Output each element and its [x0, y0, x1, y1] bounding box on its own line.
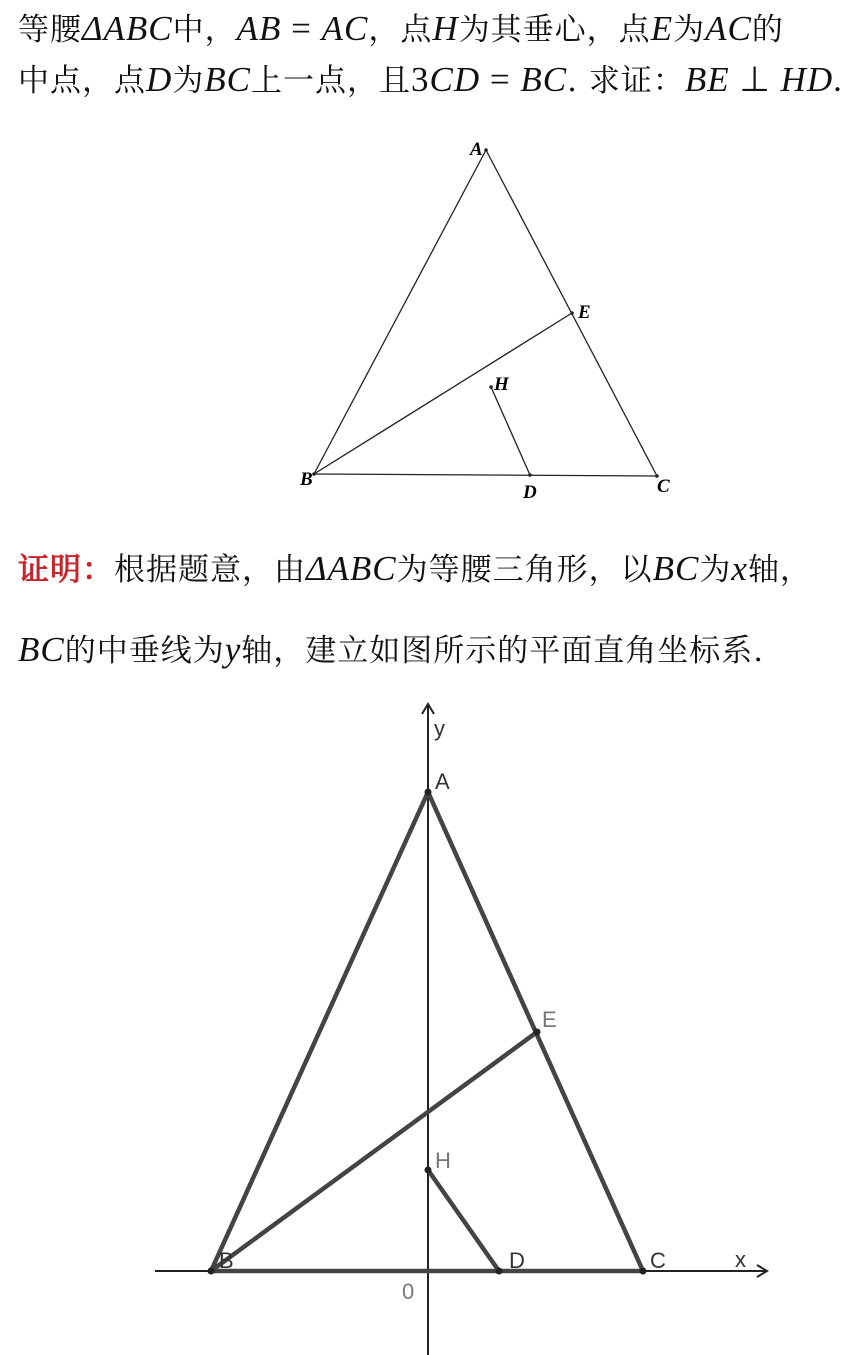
- label-c: C: [657, 476, 670, 497]
- text-run: 为等腰三角形，以: [396, 552, 653, 588]
- text-run: 为: [673, 12, 706, 48]
- point-d: [528, 473, 532, 477]
- label-e: E: [542, 1007, 557, 1032]
- text-run: 的: [751, 12, 784, 48]
- text-run: 上一点，且: [251, 63, 412, 99]
- point-e: [534, 1029, 541, 1036]
- math-token: AC: [705, 9, 752, 48]
- problem-statement: [18, 4, 858, 106]
- text-run: 为其垂心，点: [458, 12, 651, 48]
- math-token: ΔABC: [306, 549, 397, 588]
- coordinate-figure: [0, 690, 864, 1355]
- math-token: E: [650, 9, 674, 48]
- text-run: 中，: [172, 12, 237, 48]
- segment-ab: [211, 792, 428, 1271]
- proof-line-1: [18, 544, 858, 595]
- math-token: CD: [429, 60, 481, 99]
- proof-line-1-text: [114, 549, 812, 588]
- label-h: H: [494, 374, 509, 395]
- math-token: BC: [652, 549, 700, 588]
- math-token: x: [731, 549, 748, 588]
- label-d: D: [523, 482, 537, 503]
- point-a: [425, 789, 432, 796]
- text-run: 等腰: [18, 12, 82, 48]
- text-run: . 求证：: [567, 63, 685, 99]
- point-b: [312, 472, 316, 476]
- text-run: 中点，点: [18, 63, 146, 99]
- segment-ab: [314, 150, 486, 474]
- label-a: A: [435, 769, 450, 794]
- label-b: B: [300, 469, 313, 490]
- math-token: AB: [236, 9, 282, 48]
- math-token: ΔABC: [82, 9, 173, 48]
- point-e: [570, 311, 574, 315]
- segment-bc: [314, 474, 657, 476]
- text-run: 根据题意，由: [114, 552, 306, 588]
- problem-line-2: [18, 55, 858, 106]
- math-token: BC: [18, 630, 65, 669]
- text-run: 为: [172, 63, 205, 99]
- math-token: AC: [321, 9, 369, 48]
- segment-be: [211, 1032, 537, 1271]
- point-d: [496, 1268, 503, 1275]
- text-run: 为: [699, 552, 732, 588]
- math-token: BE: [684, 60, 730, 99]
- math-token: ⊥: [729, 60, 781, 99]
- label-a: A: [470, 139, 483, 160]
- label-h: H: [435, 1148, 451, 1173]
- point-h: [489, 385, 493, 389]
- text-run: 轴，: [747, 552, 812, 588]
- proof-label: 证明：: [18, 552, 114, 588]
- point-b: [208, 1268, 215, 1275]
- text-run: 轴，建立如图所示的平面直角坐标系.: [241, 633, 765, 669]
- math-token: =: [480, 60, 521, 99]
- proof-section: [18, 544, 858, 676]
- math-token: BC: [520, 60, 568, 99]
- text-run: ，点: [368, 12, 433, 48]
- segment-hd: [491, 387, 530, 475]
- math-token: 3: [411, 60, 430, 99]
- segment-be: [314, 313, 572, 474]
- label-b: B: [219, 1248, 234, 1273]
- math-token: HD: [780, 60, 834, 99]
- math-token: =: [281, 9, 322, 48]
- label-e: E: [578, 302, 591, 323]
- proof-line-2: [18, 625, 858, 676]
- label-d: D: [509, 1248, 525, 1273]
- segment-hd: [428, 1170, 499, 1271]
- point-c: [640, 1268, 647, 1275]
- math-token: H: [432, 9, 459, 48]
- math-token: .: [833, 60, 843, 99]
- text-run: 的中垂线为: [64, 633, 225, 669]
- problem-line-1: [18, 4, 858, 55]
- label-y: y: [434, 716, 445, 741]
- math-token: y: [224, 630, 242, 669]
- point-a: [484, 148, 488, 152]
- label-x: x: [735, 1247, 746, 1272]
- label-origin: 0: [402, 1279, 415, 1304]
- math-token: D: [146, 60, 173, 99]
- point-h: [425, 1167, 432, 1174]
- math-token: BC: [204, 60, 252, 99]
- label-c: C: [650, 1248, 666, 1273]
- triangle-figure: [0, 120, 864, 520]
